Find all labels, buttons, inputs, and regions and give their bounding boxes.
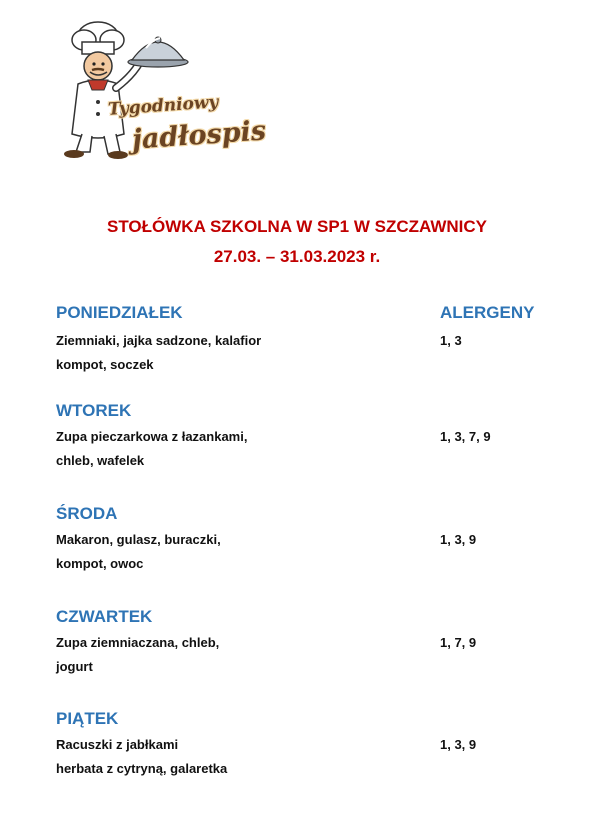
meal-line: Zupa pieczarkowa z łazankami, <box>56 429 248 444</box>
day-heading-wednesday: ŚRODA <box>56 504 118 523</box>
meal-line: herbata z cytryną, galaretka <box>56 761 228 776</box>
allergens-header: ALERGENY <box>440 303 535 322</box>
page-title: STOŁÓWKA SZKOLNA W SP1 W SZCZAWNICY <box>107 217 487 236</box>
meal-line: Makaron, gulasz, buraczki, <box>56 532 221 547</box>
meal-line: Racuszki z jabłkami <box>56 737 179 752</box>
meal-line: Ziemniaki, jajka sadzone, kalafior <box>56 333 262 348</box>
logo-text-line2: jadłospis <box>131 115 267 156</box>
allergens-monday: 1, 3 <box>440 333 462 348</box>
allergens-wednesday: 1, 3, 9 <box>440 532 477 547</box>
chef-logo <box>54 14 267 164</box>
allergens-tuesday: 1, 3, 7, 9 <box>440 429 491 444</box>
meal-line: kompot, owoc <box>56 556 144 571</box>
meal-line: Zupa ziemniaczana, chleb, <box>56 635 220 650</box>
day-heading-tuesday: WTOREK <box>56 401 132 420</box>
meal-monday <box>56 329 386 377</box>
date-range: 27.03. – 31.03.2023 r. <box>213 247 381 266</box>
day-heading-friday: PIĄTEK <box>56 709 119 728</box>
meal-line: kompot, soczek <box>56 357 154 372</box>
day-heading-monday: PONIEDZIAŁEK <box>56 303 183 322</box>
meal-line: jogurt <box>56 659 93 674</box>
meal-line: chleb, wafelek <box>56 453 145 468</box>
meal-thursday <box>56 631 386 679</box>
meal-wednesday <box>56 528 386 576</box>
day-heading-thursday: CZWARTEK <box>56 607 153 626</box>
meal-tuesday <box>56 425 386 473</box>
logo-text-line1: Tygodniowy <box>107 92 220 120</box>
meal-friday <box>56 733 386 781</box>
allergens-thursday: 1, 7, 9 <box>440 635 477 650</box>
allergens-friday: 1, 3, 9 <box>440 737 477 752</box>
